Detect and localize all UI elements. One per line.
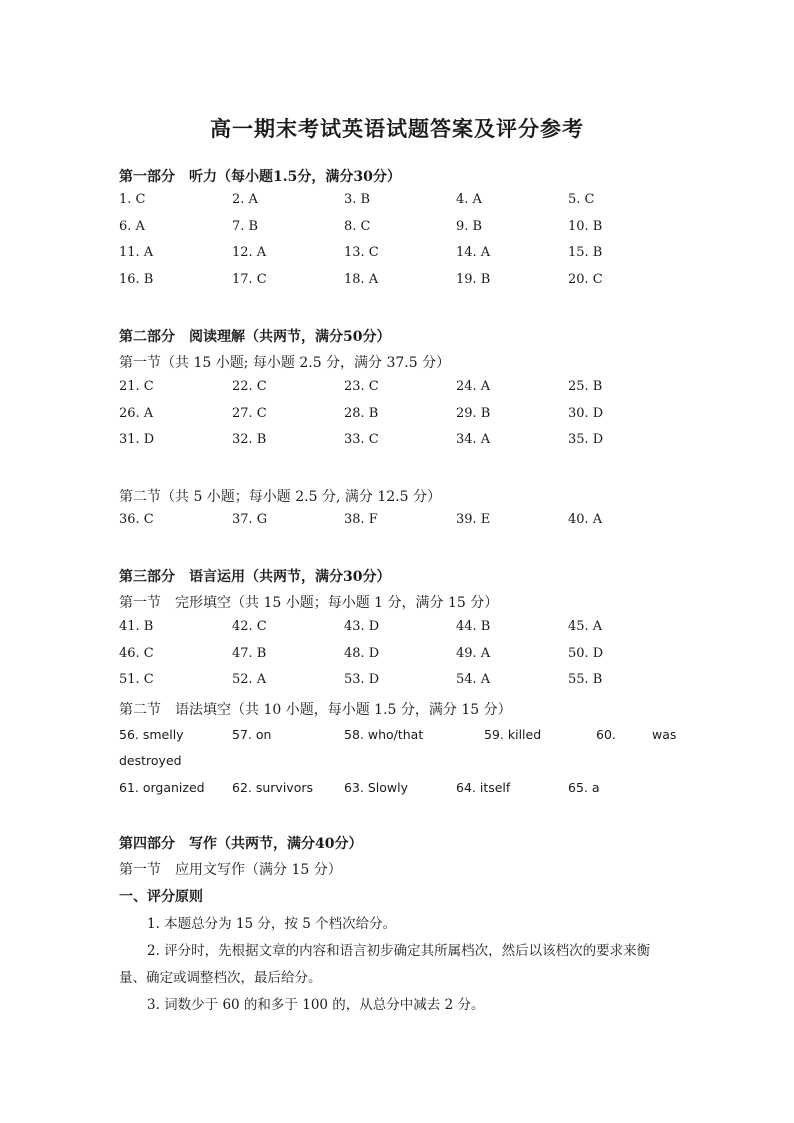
answer-cell: 44. B — [456, 619, 491, 634]
answer-row — [0, 432, 794, 452]
answer-row — [0, 406, 794, 426]
answer-cell: 14. A — [456, 245, 491, 260]
answer-cell: 55. B — [568, 672, 603, 687]
answer-cell: 35. D — [568, 432, 604, 447]
answer-cell: 48. D — [344, 645, 380, 661]
answer-row — [0, 512, 794, 532]
part3-heading: 第三部分 语言运用（共两节，满分30分） — [119, 569, 391, 585]
answer-cell: 19. B — [456, 271, 491, 287]
answer-row — [0, 646, 794, 666]
answer-cell: 29. B — [456, 405, 491, 421]
answer-cell: 56. smelly — [119, 727, 184, 742]
answer-cell: 5. C — [568, 192, 595, 207]
part4-section1-heading: 第一节 应用文写作（满分 15 分） — [119, 862, 342, 878]
answer-cell: 46. C — [119, 645, 154, 661]
part3-section1-heading: 第一节 完形填空（共 15 小题；每小题 1 分，满分 15 分） — [119, 595, 499, 611]
answer-cell: 57. on — [232, 727, 272, 742]
principles-heading: 一、评分原则 — [119, 889, 203, 905]
answer-cell: 43. D — [344, 619, 380, 634]
answer-cell: 58. who/that — [344, 727, 424, 742]
answer-cell: 39. E — [456, 512, 491, 527]
answer-cell: was — [652, 727, 677, 742]
answer-row — [0, 672, 794, 692]
answer-cell: 40. A — [568, 512, 603, 527]
answer-cell: 31. D — [119, 432, 155, 447]
answer-row — [0, 272, 794, 292]
answer-cell: 17. C — [232, 271, 267, 287]
answer-cell: 65. a — [568, 780, 600, 795]
answer-cell: 52. A — [232, 672, 267, 687]
answer-cell: 16. B — [119, 271, 154, 287]
part2-section1-heading: 第一节（共 15 小题; 每小题 2.5 分，满分 37.5 分） — [119, 355, 451, 371]
answer-cell: 10. B — [568, 218, 603, 234]
answer-cell: 23. C — [344, 379, 379, 394]
answer-cell: 4. A — [456, 192, 482, 207]
grammar-answers-row-1 — [0, 727, 794, 747]
answer-cell: 22. C — [232, 379, 267, 394]
answer-cell: 11. A — [119, 245, 154, 260]
answer-cell: 28. B — [344, 405, 379, 421]
answer-cell: 60. — [596, 727, 616, 742]
answer-cell: 38. F — [344, 512, 378, 527]
grammar-answer-continuation: destroyed — [119, 753, 182, 768]
answer-cell: 62. survivors — [232, 780, 313, 795]
answer-cell: 49. A — [456, 645, 491, 661]
answer-cell: 13. C — [344, 245, 379, 260]
answer-cell: 8. C — [344, 218, 371, 234]
part2-section2-heading: 第二节（共 5 小题；每小题 2.5 分, 满分 12.5 分） — [119, 489, 441, 505]
answer-row — [0, 192, 794, 212]
part2-heading: 第二部分 阅读理解（共两节，满分50分） — [119, 329, 391, 345]
answer-row — [0, 619, 794, 639]
grammar-answers-row-2 — [0, 780, 794, 800]
answer-cell: 34. A — [456, 432, 491, 447]
answer-row — [0, 379, 794, 399]
answer-cell: 36. C — [119, 512, 154, 527]
answer-cell: 26. A — [119, 405, 154, 421]
answer-cell: 64. itself — [456, 780, 511, 795]
answer-cell: 2. A — [232, 192, 258, 207]
answer-cell: 15. B — [568, 245, 603, 260]
answer-cell: 53. D — [344, 672, 380, 687]
principle-3: 3. 词数少于 60 的和多于 100 的，从总分中减去 2 分。 — [147, 997, 485, 1013]
answer-cell: 51. C — [119, 672, 154, 687]
page-title: 高一期末考试英语试题答案及评分参考 — [210, 116, 584, 141]
answer-cell: 24. A — [456, 379, 491, 394]
answer-cell: 18. A — [344, 271, 379, 287]
answer-cell: 37. G — [232, 512, 268, 527]
answer-row — [0, 245, 794, 265]
answer-cell: 42. C — [232, 619, 267, 634]
answer-cell: 20. C — [568, 271, 603, 287]
part4-heading: 第四部分 写作（共两节，满分40分） — [119, 836, 363, 852]
principle-2: 2. 评分时，先根据文章的内容和语言初步确定其所属档次，然后以该档次的要求来衡 — [147, 943, 651, 959]
answer-cell: 47. B — [232, 645, 267, 661]
answer-cell: 9. B — [456, 218, 483, 234]
answer-cell: 25. B — [568, 379, 603, 394]
answer-cell: 54. A — [456, 672, 491, 687]
answer-cell: 1. C — [119, 192, 146, 207]
part3-section2-heading: 第二节 语法填空（共 10 小题，每小题 1.5 分，满分 15 分） — [119, 702, 512, 718]
answer-cell: 12. A — [232, 245, 267, 260]
answer-row — [0, 219, 794, 239]
principle-1: 1. 本题总分为 15 分，按 5 个档次给分。 — [147, 916, 397, 932]
answer-cell: 27. C — [232, 405, 267, 421]
answer-cell: 30. D — [568, 405, 604, 421]
answer-cell: 33. C — [344, 432, 379, 447]
answer-cell: 21. C — [119, 379, 154, 394]
answer-cell: 6. A — [119, 218, 145, 234]
answer-cell: 45. A — [568, 619, 603, 634]
answer-cell: 59. killed — [484, 727, 542, 742]
answer-cell: 3. B — [344, 192, 371, 207]
part1-heading: 第一部分 听力（每小题1.5分，满分30分） — [119, 169, 401, 185]
answer-cell: 63. Slowly — [344, 780, 409, 795]
answer-cell: 61. organized — [119, 780, 205, 795]
answer-cell: 50. D — [568, 645, 604, 661]
answer-cell: 32. B — [232, 432, 267, 447]
answer-cell: 41. B — [119, 619, 154, 634]
principle-2-cont: 量、确定或调整档次，最后给分。 — [119, 970, 322, 986]
answer-cell: 7. B — [232, 218, 259, 234]
